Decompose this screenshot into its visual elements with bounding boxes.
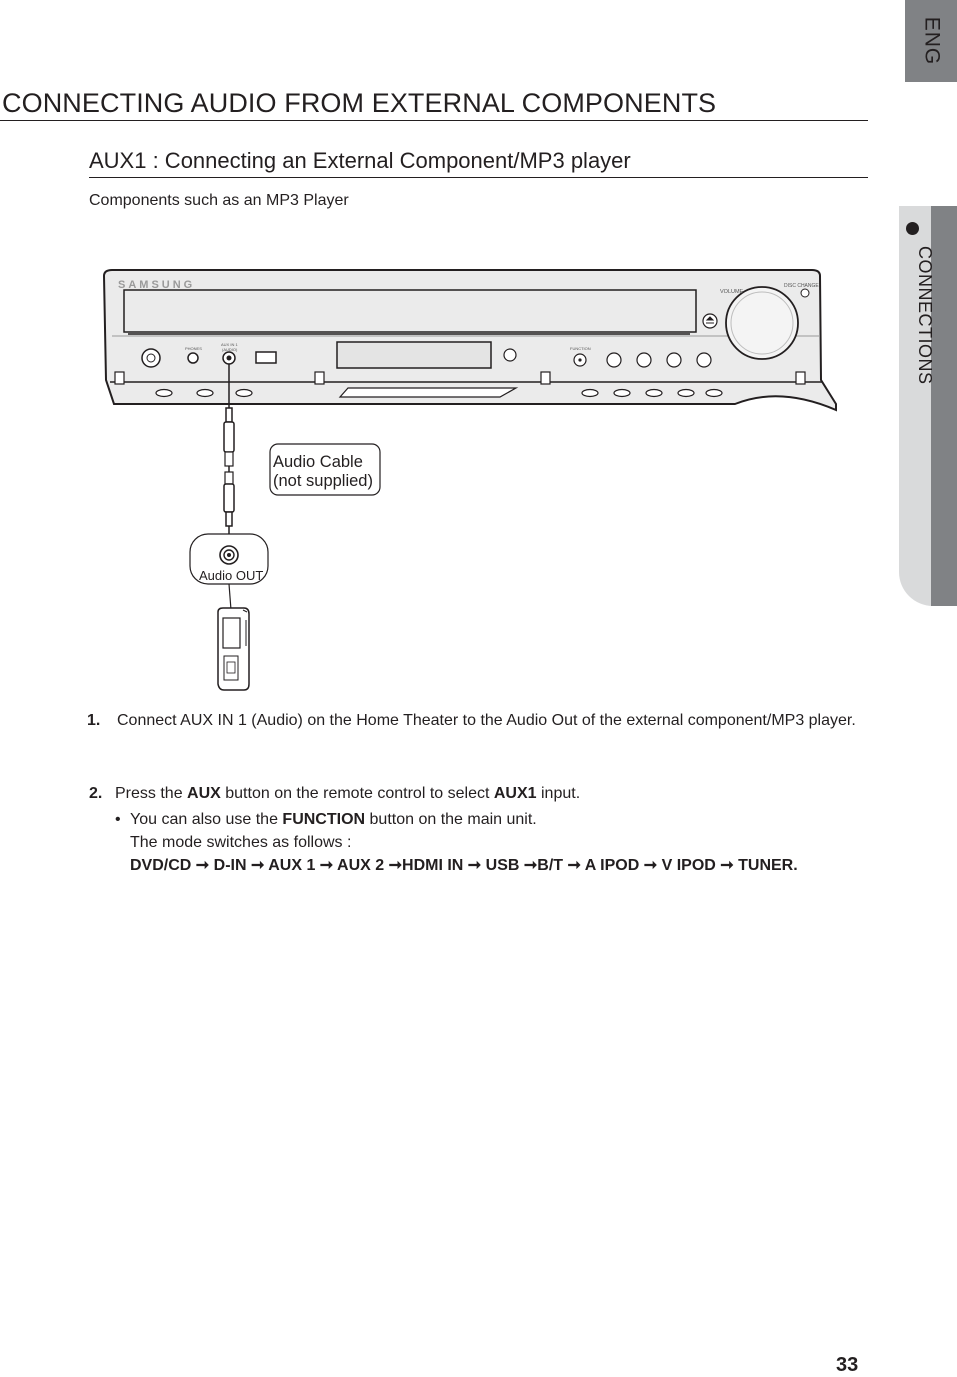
mp3-player-illustration (218, 584, 249, 690)
section-label: CONNECTIONS (915, 246, 935, 385)
bullet-dot: • (115, 811, 121, 828)
intro-text: Components such as an MP3 Player (89, 192, 349, 209)
aux-button-name: AUX (187, 785, 221, 802)
brand-logo: SAMSUNG (118, 279, 196, 291)
step-1-number: 1. (87, 712, 101, 729)
page-number: 33 (836, 1354, 859, 1376)
aux1-input-name: AUX1 (493, 785, 537, 802)
section-title: AUX1 : Connecting an External Component/MP3 player (89, 148, 631, 173)
step-1-text: Connect AUX IN 1 (Audio) on the Home Theater to the Audio Out of the external component/MP3 player. (117, 712, 856, 729)
step-2-number: 2. (89, 785, 103, 802)
page-title: CONNECTING AUDIO FROM EXTERNAL COMPONENTS (2, 88, 717, 118)
language-label: ENG (919, 16, 943, 66)
phones-label: PHONES (185, 346, 202, 351)
bullet-line-1: You can also use the FUNCTION button on the main unit. (130, 811, 537, 828)
aux-sub-label: (AUDIO) (222, 347, 238, 352)
volume-label: VOLUME (720, 289, 744, 295)
aux-label: AUX IN 1 (221, 342, 238, 347)
function-button-name: FUNCTION (282, 811, 366, 828)
bullet-text (130, 808, 820, 877)
function-label: FUNCTION (570, 346, 591, 351)
cable-label-line2: (not supplied) (273, 472, 373, 490)
bullet-line-2: The mode switches as follows : (130, 834, 352, 851)
cable-label-line1: Audio Cable (273, 453, 363, 471)
audio-out-label: Audio OUT (199, 568, 264, 583)
disc-change-label: DISC CHANGE (784, 283, 819, 289)
step-2-text: Press the AUX button on the remote control to select AUX1 input. (115, 785, 581, 802)
mode-sequence: DVD/CD ➞ D-IN ➞ AUX 1 ➞ AUX 2 ➞HDMI IN ➞ USB ➞B/T ➞ A IPOD ➞ V IPOD ➞ TUNER. (130, 857, 798, 874)
